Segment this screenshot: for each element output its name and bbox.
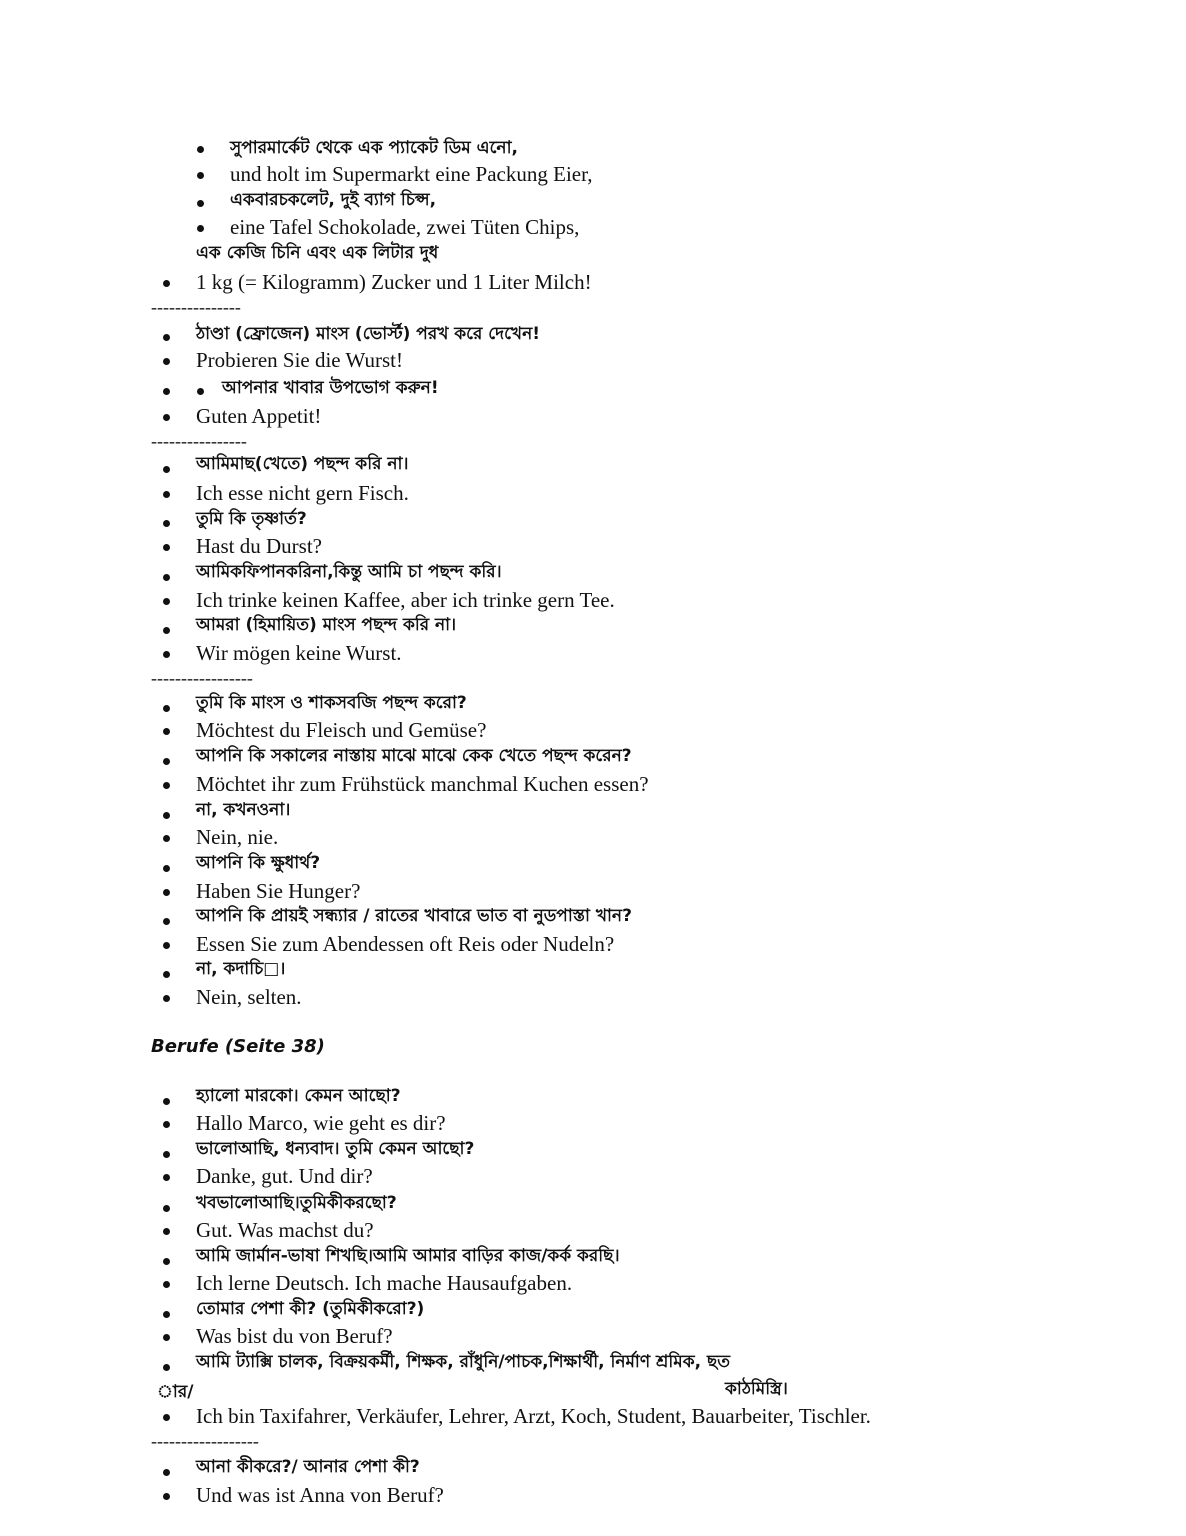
german-line: Gut. Was machst du? <box>196 1218 374 1242</box>
bangla-line: সুপারমার্কেট থেকে এক প্যাকেট ডিম এনো, <box>230 138 518 158</box>
separator: ---------------- <box>151 431 247 451</box>
bullet <box>163 705 170 712</box>
bullet <box>163 598 170 605</box>
bangla-line: না, কখনওনা। <box>196 800 291 820</box>
bullet <box>163 835 170 842</box>
bangla-line: তুমি কি মাংস ও শাকসবজি পছন্দ করো? <box>196 693 467 713</box>
bangla-line: ভালোআছি, ধন্যবাদ। তুমি কেমন আছো? <box>196 1139 475 1159</box>
bullet <box>163 520 170 527</box>
bullet <box>163 971 170 978</box>
bullet <box>163 1364 170 1371</box>
bangla-line: ঠাণ্ডা (ফ্রোজেন) মাংস (ভোর্স্ট) পরখ করে দেখেন! <box>196 324 540 344</box>
german-line: Wir mögen keine Wurst. <box>196 641 402 665</box>
german-line: eine Tafel Schokolade, zwei Tüten Chips, <box>230 215 580 239</box>
section-heading: Berufe (Seite 38) <box>151 1036 325 1057</box>
separator: ------------------ <box>151 1431 259 1451</box>
bangla-line: আমি ট্যাক্সি চালক, বিক্রয়কর্মী, শিক্ষক, রাঁধুনি/পাচক,শিক্ষার্থী, নির্মাণ শ্রমিক, ছত <box>196 1352 731 1372</box>
bullet <box>163 651 170 658</box>
bullet <box>163 1334 170 1341</box>
german-line: Essen Sie zum Abendessen oft Reis oder Nudeln? <box>196 932 615 956</box>
bullet <box>163 942 170 949</box>
bangla-line: হ্যালো মারকো। কেমন আছো? <box>196 1086 401 1106</box>
bullet <box>163 627 170 634</box>
bullet <box>163 1098 170 1105</box>
bullet <box>163 388 170 395</box>
bullet <box>163 782 170 789</box>
bangla-line: আনা কীকরে?/ আনার পেশা কী? <box>196 1457 420 1477</box>
german-line: Hallo Marco, wie geht es dir? <box>196 1111 446 1135</box>
german-line: Probieren Sie die Wurst! <box>196 348 403 372</box>
bullet <box>197 172 204 179</box>
bullet <box>163 1469 170 1476</box>
bullet <box>163 1205 170 1212</box>
bangla-line: আপনি কি সকালের নাস্তায় মাঝে মাঝে কেক খেতে পছন্দ করেন? <box>196 746 632 766</box>
bangla-line: খবভালোআছি।তুমিকীকরছো? <box>196 1193 397 1213</box>
bullet <box>197 146 204 153</box>
german-line: Guten Appetit! <box>196 404 322 428</box>
bullet <box>163 491 170 498</box>
bullet <box>163 1121 170 1128</box>
bangla-line: না, কদাচি□। <box>196 959 286 979</box>
bullet <box>163 358 170 365</box>
bullet <box>163 995 170 1002</box>
bullet <box>197 388 204 395</box>
bullet <box>163 1228 170 1235</box>
bangla-line-wrap-right: কাঠমিস্ত্রি। <box>725 1379 788 1399</box>
german-line: Möchtest du Fleisch und Gemüse? <box>196 718 487 742</box>
bangla-line: আপনার খাবার উপভোগ করুন! <box>222 378 439 398</box>
german-line: Nein, nie. <box>196 825 279 849</box>
bullet <box>163 1493 170 1500</box>
bullet <box>163 1414 170 1421</box>
bullet <box>163 758 170 765</box>
bullet <box>163 1258 170 1265</box>
german-line: Ich trinke keinen Kaffee, aber ich trinke gern Tee. <box>196 588 615 612</box>
bullet <box>163 414 170 421</box>
bullet <box>197 200 204 207</box>
bullet <box>163 544 170 551</box>
bullet <box>163 889 170 896</box>
german-line: Hast du Durst? <box>196 534 322 558</box>
bullet <box>163 1151 170 1158</box>
bangla-line: এক কেজি চিনি এবং এক লিটার দুধ <box>196 243 439 263</box>
bullet <box>163 334 170 341</box>
german-line: Danke, gut. Und dir? <box>196 1164 373 1188</box>
bullet <box>163 918 170 925</box>
bullet <box>163 1311 170 1318</box>
bullet <box>197 225 204 232</box>
bullet <box>163 812 170 819</box>
bangla-line: একবারচকলেট, দুই ব্যাগ চিপ্স, <box>230 190 437 210</box>
german-line: Ich lerne Deutsch. Ich mache Hausaufgaben. <box>196 1271 573 1295</box>
german-line: Was bist du von Beruf? <box>196 1324 393 1348</box>
bullet <box>163 865 170 872</box>
bangla-line: আমি জার্মান-ভাষা শিখছি।আমি আমার বাড়ির কাজ/কর্ক করছি। <box>196 1246 620 1266</box>
bullet <box>163 466 170 473</box>
bangla-line-wrap: ার/ <box>157 1382 194 1402</box>
bullet <box>163 1174 170 1181</box>
german-line: und holt im Supermarkt eine Packung Eier, <box>230 162 593 186</box>
bangla-line: আপনি কি ক্ষুধার্থ? <box>196 853 321 873</box>
german-line: Nein, selten. <box>196 985 302 1009</box>
bangla-line: আপনি কি প্রায়ই সন্ধ্যার / রাতের খাবারে ভাত বা নুডপাস্তা খান? <box>196 906 632 926</box>
separator: ----------------- <box>151 668 253 688</box>
bangla-line: তুমি কি তৃষ্ণার্ত? <box>196 509 307 529</box>
german-line: Haben Sie Hunger? <box>196 879 361 903</box>
bullet <box>163 574 170 581</box>
separator: --------------- <box>151 297 241 317</box>
bangla-line: আমিমাছ(খেতে) পছন্দ করি না। <box>196 454 409 474</box>
german-line: Und was ist Anna von Beruf? <box>196 1483 444 1507</box>
german-line: Ich bin Taxifahrer, Verkäufer, Lehrer, Arzt, Koch, Student, Bauarbeiter, Tischler. <box>196 1404 871 1428</box>
bullet <box>163 728 170 735</box>
bullet <box>163 1281 170 1288</box>
german-line: Ich esse nicht gern Fisch. <box>196 481 409 505</box>
german-line: Möchtet ihr zum Frühstück manchmal Kuchen essen? <box>196 772 649 796</box>
bangla-line: আমিকফিপানকরিনা,কিন্তু আমি চা পছন্দ করি। <box>196 562 502 582</box>
bangla-line: আমরা (হিমায়িত) মাংস পছন্দ করি না। <box>196 615 457 635</box>
german-line: 1 kg (= Kilogramm) Zucker und 1 Liter Milch! <box>196 270 592 294</box>
bangla-line: তোমার পেশা কী? (তুমিকীকরো?) <box>196 1299 425 1319</box>
bullet <box>163 280 170 287</box>
